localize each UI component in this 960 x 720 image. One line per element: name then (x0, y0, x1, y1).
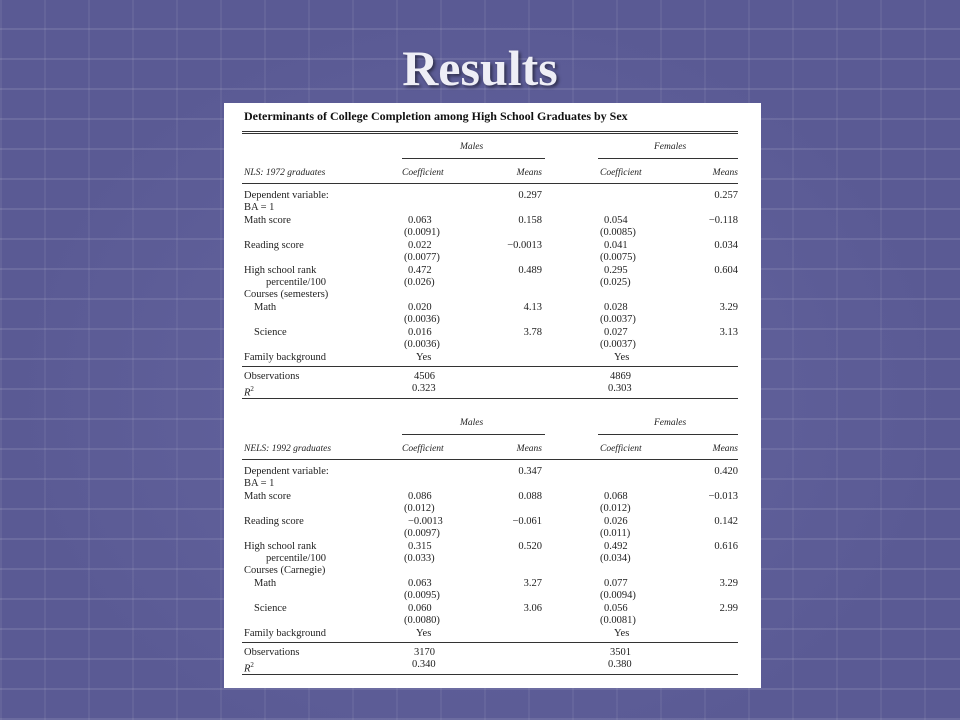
coefficient-value: 0.472 (408, 265, 432, 276)
summary-rule (242, 642, 738, 643)
standard-error-value: (0.0094) (600, 590, 636, 601)
standard-error-value: (0.0036) (404, 339, 440, 350)
row-label: BA = 1 (244, 202, 275, 213)
group-rule-females (598, 158, 738, 159)
group-header-females: Females (654, 418, 687, 428)
coefficient-value: 0.086 (408, 491, 432, 502)
coefficient-value: −0.0013 (408, 516, 443, 527)
row-label: BA = 1 (244, 478, 275, 489)
row-label: High school rank (244, 541, 317, 552)
coefficient-value: 0.022 (408, 240, 432, 251)
r-squared-value: 0.380 (608, 659, 632, 670)
mean-value: −0.0013 (507, 240, 542, 251)
group-rule-males (402, 434, 545, 435)
row-label: High school rank (244, 265, 317, 276)
mean-value: 0.158 (518, 215, 542, 226)
col-header-means: Means (516, 444, 542, 454)
coefficient-value: 0.056 (604, 603, 628, 614)
standard-error-value: (0.0080) (404, 615, 440, 626)
row-label: Courses (Carnegie) (244, 565, 326, 576)
mean-value: 3.27 (523, 578, 542, 589)
mean-value: −0.061 (512, 516, 542, 527)
family-background-value: Yes (416, 628, 432, 639)
row-label: Family background (244, 352, 326, 363)
coefficient-value: 0.060 (408, 603, 432, 614)
slide-title: Results (402, 40, 558, 96)
sample-label: NLS: 1972 graduates (244, 168, 326, 178)
standard-error-value: (0.0037) (600, 314, 636, 325)
panel-bottom-rule (242, 674, 738, 675)
coefficient-value: 0.027 (604, 327, 628, 338)
standard-error-value: (0.033) (404, 553, 435, 564)
top-rule-2 (242, 133, 738, 134)
row-label: Math (254, 302, 277, 313)
standard-error-value: (0.0081) (600, 615, 636, 626)
col-header-coefficient: Coefficient (402, 444, 444, 454)
standard-error-value: (0.0036) (404, 314, 440, 325)
mean-value: 3.06 (523, 603, 542, 614)
row-label: Reading score (244, 516, 304, 527)
standard-error-value: (0.034) (600, 553, 631, 564)
standard-error-value: (0.0077) (404, 252, 440, 263)
mean-value: 0.034 (714, 240, 738, 251)
coefficient-value: 0.041 (604, 240, 628, 251)
row-label: Observations (244, 371, 300, 382)
mean-value: −0.118 (708, 215, 738, 226)
coefficient-value: 0.492 (604, 541, 628, 552)
mean-value: 0.604 (714, 265, 738, 276)
mean-value: 0.616 (714, 541, 738, 552)
top-rule (242, 131, 738, 132)
coefficient-value: 0.068 (604, 491, 628, 502)
family-background-value: Yes (614, 352, 630, 363)
standard-error-value: (0.026) (404, 277, 435, 288)
row-label: Dependent variable: (244, 190, 329, 201)
row-label: percentile/100 (266, 553, 327, 564)
group-header-males: Males (460, 142, 484, 152)
group-header-males: Males (460, 418, 484, 428)
mean-value: 0.520 (518, 541, 542, 552)
coefficient-value: 0.315 (408, 541, 432, 552)
standard-error-value: (0.0037) (600, 339, 636, 350)
standard-error-value: (0.0097) (404, 528, 440, 539)
col-header-coefficient: Coefficient (402, 168, 444, 178)
standard-error-value: (0.0075) (600, 252, 636, 263)
row-label: Science (254, 327, 287, 338)
coefficient-value: 0.077 (604, 578, 628, 589)
row-label: Math score (244, 215, 291, 226)
group-rule-males (402, 158, 545, 159)
r-squared-value: 0.323 (412, 383, 436, 394)
panel-bottom-rule (242, 398, 738, 399)
coefficient-value: 0.063 (408, 215, 432, 226)
row-label: Math score (244, 491, 291, 502)
row-label: Math (254, 578, 277, 589)
mean-value: 0.489 (518, 265, 542, 276)
mean-value: 4.13 (523, 302, 542, 313)
r-squared-value: 0.303 (608, 383, 632, 394)
family-background-value: Yes (614, 628, 630, 639)
table-title: Determinants of College Completion among High School Graduates by Sex (244, 109, 628, 123)
mean-value: 0.420 (714, 466, 738, 477)
col-header-coefficient: Coefficient (600, 444, 642, 454)
coefficient-value: 0.063 (408, 578, 432, 589)
col-header-means: Means (712, 444, 738, 454)
row-label: Dependent variable: (244, 466, 329, 477)
row-label: Observations (244, 647, 300, 658)
r2-superscript: 2 (250, 385, 254, 393)
mean-value: 3.13 (719, 327, 738, 338)
col-header-means: Means (712, 168, 738, 178)
mean-value: 3.78 (523, 327, 542, 338)
row-label: Family background (244, 628, 326, 639)
standard-error-value: (0.012) (600, 503, 631, 514)
r2-superscript: 2 (250, 661, 254, 669)
standard-error-value: (0.012) (404, 503, 435, 514)
row-label: $R^2$ (244, 661, 254, 675)
coefficient-value: 0.295 (604, 265, 628, 276)
mean-value: 0.257 (714, 190, 738, 201)
mean-value: 0.297 (518, 190, 542, 201)
standard-error-value: (0.0095) (404, 590, 440, 601)
row-label: Science (254, 603, 287, 614)
mean-value: 2.99 (719, 603, 738, 614)
col-header-coefficient: Coefficient (600, 168, 642, 178)
mean-value: 0.142 (714, 516, 738, 527)
header-rule (242, 183, 738, 184)
family-background-value: Yes (416, 352, 432, 363)
sample-label: NELS: 1992 graduates (244, 444, 332, 454)
row-label: $R^2$ (244, 385, 254, 399)
group-rule-females (598, 434, 738, 435)
row-label: percentile/100 (266, 277, 327, 288)
coefficient-value: 0.054 (604, 215, 628, 226)
coefficient-value: 0.028 (604, 302, 628, 313)
row-label: Courses (semesters) (244, 289, 329, 300)
group-header-females: Females (654, 142, 687, 152)
standard-error-value: (0.0085) (600, 227, 636, 238)
coefficient-value: 0.020 (408, 302, 432, 313)
row-label: Reading score (244, 240, 304, 251)
observations-value: 3501 (610, 647, 631, 658)
standard-error-value: (0.011) (600, 528, 631, 539)
observations-value: 3170 (414, 647, 435, 658)
standard-error-value: (0.0091) (404, 227, 440, 238)
standard-error-value: (0.025) (600, 277, 631, 288)
mean-value: 3.29 (719, 302, 738, 313)
header-rule (242, 459, 738, 460)
col-header-means: Means (516, 168, 542, 178)
mean-value: −0.013 (708, 491, 738, 502)
observations-value: 4869 (610, 371, 631, 382)
coefficient-value: 0.016 (408, 327, 432, 338)
mean-value: 0.347 (518, 466, 542, 477)
coefficient-value: 0.026 (604, 516, 628, 527)
observations-value: 4506 (414, 371, 435, 382)
mean-value: 3.29 (719, 578, 738, 589)
summary-rule (242, 366, 738, 367)
r-squared-value: 0.340 (412, 659, 436, 670)
mean-value: 0.088 (518, 491, 542, 502)
results-table (224, 103, 761, 688)
